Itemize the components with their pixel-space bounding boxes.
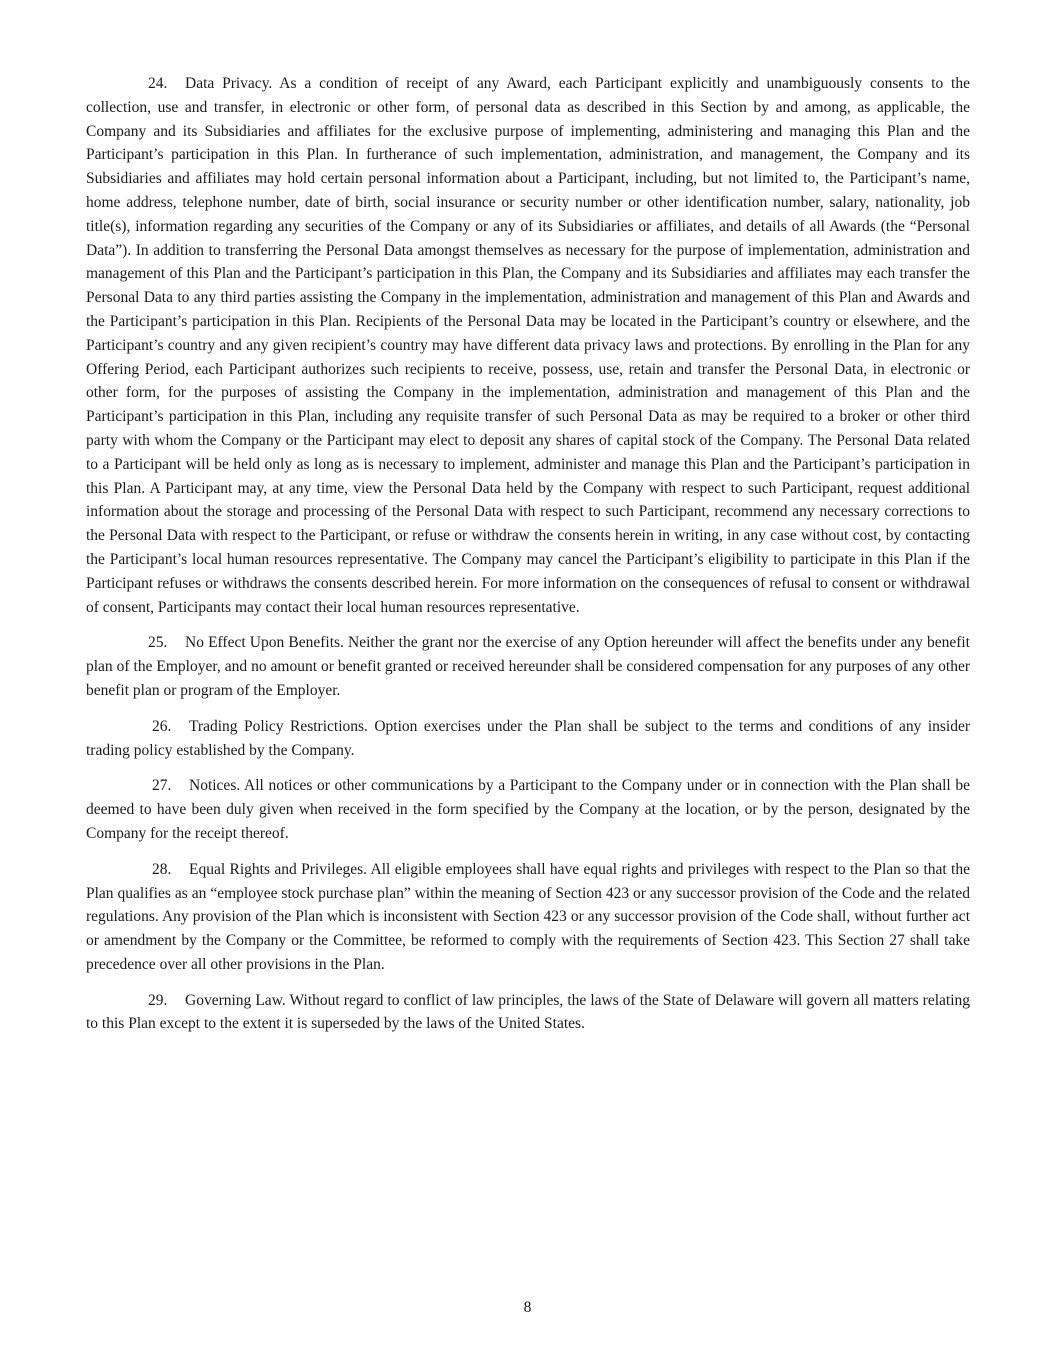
section-26-trading-policy-restrictions [86,715,970,763]
section-body: All notices or other communications by a Participant to the Company under or in connection with the Plan shall be deemed to have been duly given when received in the form specified by the Company at the location, or by the person, designated by the Company for the receipt thereof. [86,777,970,842]
section-heading: Notices. [189,777,241,795]
section-number: 25. [148,634,168,652]
page-number: 8 [523,1299,532,1316]
section-number: 27. [152,777,172,795]
section-heading: Data Privacy. [185,75,273,92]
section-body: Option exercises under the Plan shall be subject to the terms and conditions of any insider trading policy established by the Company. [86,717,970,759]
section-body: Without regard to conflict of law principles, the laws of the State of Delaware will govern all matters relating to this Plan except to the extent it is superseded by the laws of the United States. [86,991,971,1033]
section-25-no-effect-upon-benefits [86,631,970,702]
section-body: All eligible employees shall have equal rights and privileges with respect to the Plan so that the Plan qualifies as an “employee stock purchase plan” within the meaning of Section 423 or any successor provision of the Code and the related regulations. Any provision of the Plan which is inconsistent with Section 423 or any successor provision of the Code shall, without further act or amendment by the Company or the Committee, be reformed to comply with the requirements of Section 423. This Section 27 shall take precedence over all other provisions in the Plan. [86,860,970,973]
section-24-data-privacy [86,72,970,619]
section-heading: Equal Rights and Privileges. [189,860,368,878]
section-number: 28. [152,860,172,878]
section-heading: Governing Law. [185,991,286,1009]
section-body: Neither the grant nor the exercise of any Option hereunder will affect the benefits under any benefit plan of the Employer, and no amount or benefit granted or received hereunder shall be considered compensation for any purposes of any other benefit plan or program of the Employer. [86,634,970,699]
section-heading: No Effect Upon Benefits. [185,634,344,652]
section-number: 26. [152,717,172,735]
section-28-equal-rights-and-privileges [86,858,970,977]
section-number: 29. [148,991,168,1009]
section-number: 24. [148,75,168,92]
section-body: As a condition of receipt of any Award, each Participant explicitly and unambiguously consents to the collection, use and transfer, in electronic or other form, of personal data as described in this Section by and among, as applicable, the Company and its Subsidiaries and affiliates for the exclusive purpose of implementing, administering and managing this Plan and the Participant’s participation in this Plan. In furtherance of such implementation, administration, and management, the Company and its Subsidiaries and affiliates may hold certain personal information about a Participant, including, but not limited to, the Participant’s name, home address, telephone number, date of birth, social insurance or security number or other identification number, salary, nationality, job title(s), information regarding any securities of the Company or any of its Subsidiaries or affiliates, and details of all Awards (the “Personal Data”). In addition to transferring the Personal Data amongst themselves as necessary for the purpose of implementation, administration and management of this Plan and the Participant’s participation in this Plan, the Company and its Subsidiaries and affiliates may each transfer the Personal Data to any third parties assisting the Company in the implementation, administration and management of this Plan and Awards and the Participant’s participation in this Plan. Recipients of the Personal Data may be located in the Participant’s country or elsewhere, and the Participant’s country and any given recipient’s country may have different data privacy laws and protections. By enrolling in the Plan for any Offering Period, each Participant authorizes such recipients to receive, possess, use, retain and transfer the Personal Data, in electronic or other form, for the purposes of assisting the Company in the implementation, administration and management of this Plan and the Participant’s participation in this Plan, including any requisite transfer of such Personal Data as may be required to a broker or other third party with whom the Company or the Participant may elect to deposit any shares of capital stock of the Company. The Personal Data related to a Participant will be held only as long as is necessary to implement, administer and manage this Plan and the Participant’s participation in this Plan. A Participant may, at any time, view the Personal Data held by the Company with respect to such Participant, request additional information about the storage and processing of the Personal Data with respect to such Participant, recommend any necessary corrections to the Personal Data with respect to the Participant, or refuse or withdraw the consents herein in writing, in any case without cost, by contacting the Participant’s local human resources representative. The Company may cancel the Participant’s eligibility to participate in this Plan if the Participant refuses or withdraws the consents described herein. For more information on the consequences of refusal to consent or withdrawal of consent, Participants may contact their local human resources representative. [86,75,970,616]
document-page [86,72,970,1048]
section-heading: Trading Policy Restrictions. [189,717,368,735]
section-27-notices [86,774,970,845]
section-29-governing-law [86,989,970,1037]
